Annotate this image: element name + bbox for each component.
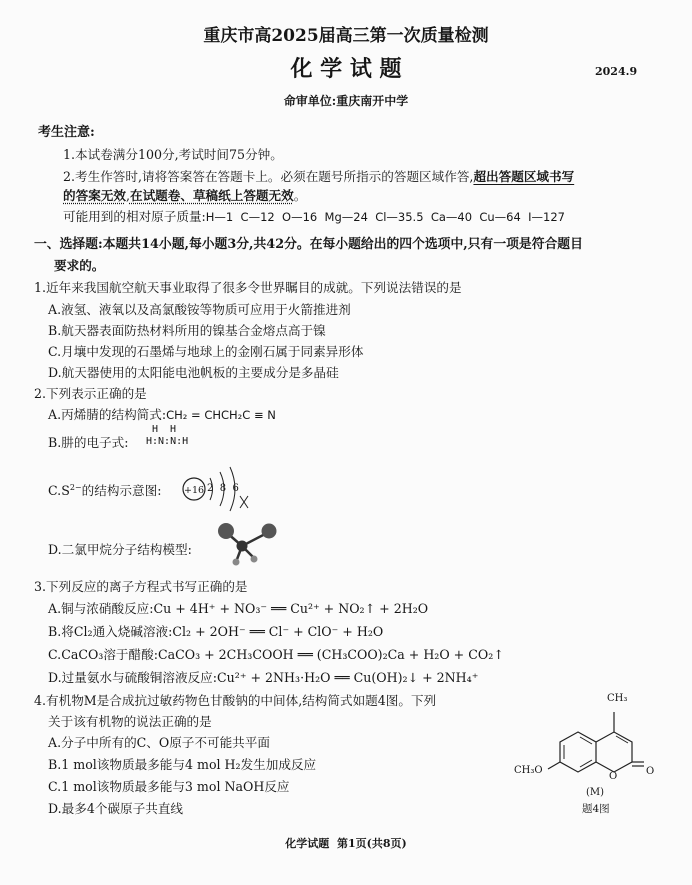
q2-option-d-label: D.二氯甲烷分子结构模型: (48, 542, 192, 557)
atomic-masses-label: 可能用到的相对原子质量: (63, 209, 206, 224)
q2-option-a (48, 406, 276, 424)
fig-ch3-label: CH₃ (607, 693, 628, 704)
dichloromethane-model (212, 518, 282, 568)
fig-carbonyl-oxygen: O (646, 766, 655, 777)
hydrazine-electron-formula: H:N:N:H (146, 436, 189, 447)
notice-item-1: 1.本试卷满分100分,考试时间75分钟。 (63, 147, 283, 162)
notice-item-2-emphasis: 超出答题区域书写 (473, 169, 575, 184)
q3-option-d: D.过量氨水与硫酸铜溶液反应:Cu²⁺ + 2NH₃·H₂O ══ Cu(OH)₂↓ + 2NH₄⁺ (48, 670, 479, 685)
notice-item-2-line1 (63, 168, 574, 186)
subject-title: 化 学 试 题 (290, 56, 402, 82)
q4-option-c: C.1 mol该物质最多能与3 mol NaOH反应 (48, 779, 290, 794)
notice-heading: 考生注意: (38, 125, 95, 140)
atomic-masses-values: H—1 C—12 O—16 Mg—24 Cl—35.5 Ca—40 Cu—64 I—127 (205, 210, 565, 224)
q3-option-b: B.将Cl₂通入烧碱溶液:Cl₂ + 2OH⁻ ══ Cl⁻ + ClO⁻ + H₂O (48, 624, 384, 639)
fig-caption: 题4图 (582, 803, 610, 815)
q4-stem-line1: 4.有机物M是合成抗过敏药物色甘酸钠的中间体,结构简式如题4图。下列 (34, 693, 437, 708)
compound-m-structure (540, 690, 670, 800)
q2-option-c-tail: 的结构示意图: (81, 483, 162, 498)
fig-compound-label: (M) (586, 787, 605, 798)
q2-option-b-label: B.肼的电子式: (48, 435, 129, 450)
q1-option-c: C.月壤中发现的石墨烯与地球上的金刚石属于同素异形体 (48, 344, 364, 359)
q2-option-a-formula: CH₂ = CHCH₂C ≡ N (166, 408, 276, 422)
q2-option-c-label: C.S (48, 483, 70, 498)
q2-option-a-label: A.丙烯腈的结构简式: (48, 407, 167, 422)
section-1-instructions: 一、选择题:本题共14小题,每小题3分,共42分。在每小题给出的四个选项中,只有一项是符合题目 (34, 237, 583, 252)
q4-option-a: A.分子中所有的C、O原子不可能共平面 (48, 735, 270, 750)
q1-stem: 1.近年来我国航空航天事业取得了很多令世界瞩目的成就。下列说法错误的是 (34, 280, 462, 295)
q2-option-c (48, 482, 161, 500)
q1-option-a: A.液氢、液氧以及高氯酸铵等物质可应用于火箭推进剂 (48, 302, 351, 317)
sulfur-nucleus-charge: +16 (184, 485, 205, 496)
q3-option-c: C.CaCO₃溶于醋酸:CaCO₃ + 2CH₃COOH ══ (CH₃COO)₂Ca + H₂O + CO₂↑ (48, 647, 504, 662)
q2-option-c-charge: 2− (69, 482, 82, 492)
q4-stem-line2: 关于该有机物的说法正确的是 (48, 714, 212, 729)
q4-option-d: D.最多4个碳原子共直线 (48, 801, 184, 816)
page-footer: 化学试题 第1页(共8页) (285, 837, 407, 850)
q4-option-b: B.1 mol该物质最多能与4 mol H₂发生加成反应 (48, 757, 317, 772)
notice-item-2-line2 (63, 187, 306, 205)
section-1-instructions-cont: 要求的。 (54, 258, 105, 273)
sulfur-shell-electrons: 2 8 6 (207, 483, 239, 494)
notice-comma: , (125, 188, 130, 203)
fig-ch3o-label: CH₃O (514, 765, 543, 776)
q3-stem: 3.下列反应的离子方程式书写正确的是 (34, 579, 248, 594)
exam-date: 2024.9 (595, 65, 638, 78)
q1-option-b: B.航天器表面防热材料所用的镍基合金熔点高于镍 (48, 323, 326, 338)
atomic-masses (63, 208, 565, 226)
hydrazine-electron-formula-h: H H (152, 424, 177, 435)
notice-item-2-text: 2.考生作答时,请将答案答在答题卡上。必须在题号所指示的答题区域作答, (63, 169, 474, 184)
notice-period: 。 (293, 188, 307, 203)
notice-invalid-answer: 的答案无效 (63, 188, 126, 203)
exam-title: 重庆市高2025届高三第一次质量检测 (203, 26, 489, 46)
fig-ring-oxygen: O (609, 771, 618, 782)
q3-option-a: A.铜与浓硝酸反应:Cu + 4H⁺ + NO₃⁻ ══ Cu²⁺ + NO₂↑ + 2H₂O (48, 601, 429, 616)
q2-stem: 2.下列表示正确的是 (34, 386, 147, 401)
notice-invalid-draft: 在试题卷、草稿纸上答题无效 (129, 188, 294, 203)
author-unit: 命审单位:重庆南开中学 (283, 94, 409, 108)
q1-option-d: D.航天器使用的太阳能电池帆板的主要成分是多晶硅 (48, 365, 339, 380)
